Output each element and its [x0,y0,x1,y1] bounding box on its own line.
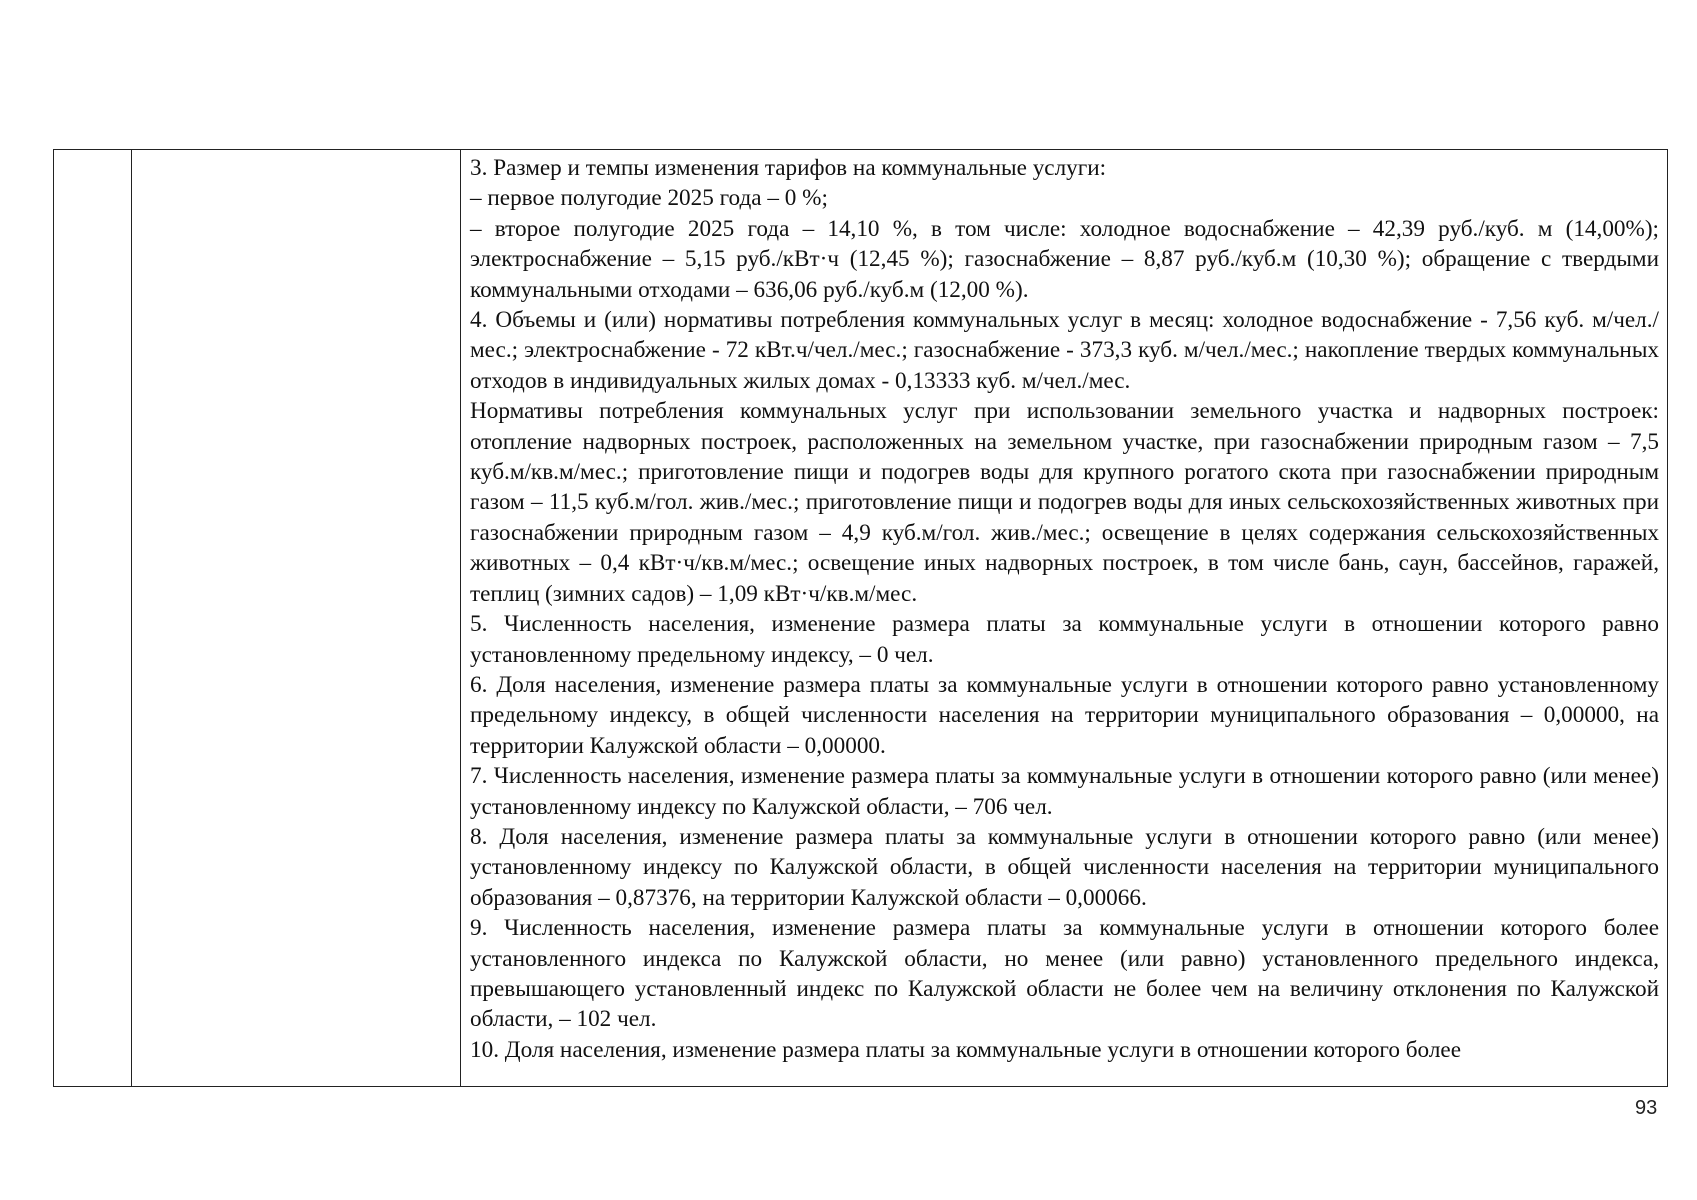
paragraph-tariffs-heading: 3. Размер и темпы изменения тарифов на коммунальные услуги: [470,155,1107,181]
document-table [53,149,1668,1087]
paragraph-item-5: 5. Численность населения, изменение размера платы за коммунальные услуги в отношении которого равно установленному предельному индексу, – 0 чел. [470,611,1659,668]
text-cell [470,153,1659,1065]
paragraph-item-9: 9. Численность населения, изменение размера платы за коммунальные услуги в отношении которого более установленного индекса по Калужской области, но менее (или равно) установленного предельного индекса, превышающего установленный индекс по Калужской области не более чем на величину отклонения по Калужской области, – 102 чел. [470,915,1659,1033]
column-divider-1 [131,150,132,1086]
paragraph-item-6: 6. Доля населения, изменение размера платы за коммунальные услуги в отношении которого равно установленному предельному индексу, в общей численности населения на территории муниципального образования – 0,00000, на территории Калужской области – 0,00000. [470,671,1659,759]
paragraph-item-10: 10. Доля населения, изменение размера платы за коммунальные услуги в отношении которого более [470,1036,1461,1063]
paragraph-first-half-2025: – первое полугодие 2025 года – 0 %; [470,185,828,212]
column-divider-2 [460,150,461,1086]
paragraph-second-half-2025: – второе полугодие 2025 года – 14,10 %, в том числе: холодное водоснабжение – 42,39 руб./куб. м (14,00%); электроснабжение – 5,15 руб./кВт·ч (12,45 %); газоснабжение – 8,87 руб./куб.м (10,30 %); обращение с твердыми коммунальными отходами – 636,06 руб./куб.м (12,00 %). [470,215,1659,303]
paragraph-land-plot-norms: Нормативы потребления коммунальных услуг при использовании земельного участка и надворных построек: отопление надворных построек, расположенных на земельном участке, при газоснабжении природным газом – 7,5 куб.м/кв.м/мес.; приготовление пищи и подогрев воды для крупного рогатого скота при газоснабжении природным газом – 11,5 куб.м/гол. жив./мес.; приготовление пищи и подогрев воды для иных сельскохозяйственных животных при газоснабжении природным газом – 4,9 куб.м/гол. жив./мес.; освещение в целях содержания сельскохозяйственных животных – 0,4 кВт·ч/кв.м/мес.; освещение иных надворных построек, в том числе бань, саун, бассейнов, гаражей, теплиц (зимних садов) – 1,09 кВт·ч/кв.м/мес. [470,398,1659,607]
paragraph-consumption-volumes: 4. Объемы и (или) нормативы потребления коммунальных услуг в месяц: холодное водоснабжение - 7,56 куб. м/чел./мес.; электроснабжение - 72 кВт.ч/чел./мес.; газоснабжение - 373,3 куб. м/чел./мес.; накопление твердых коммунальных отходов в индивидуальных жилых домах - 0,13333 куб. м/чел./мес. [470,307,1659,394]
paragraph-item-8: 8. Доля населения, изменение размера платы за коммунальные услуги в отношении которого равно (или менее) установленному индексу по Калужской области, в общей численности населения на территории муниципального образования – 0,87376, на территории Калужской области – 0,00066. [470,823,1659,911]
paragraph-item-7: 7. Численность населения, изменение размера платы за коммунальные услуги в отношении которого равно (или менее) установленному индексу по Калужской области, – 706 чел. [470,763,1659,820]
page-number: 93 [1635,1097,1658,1119]
